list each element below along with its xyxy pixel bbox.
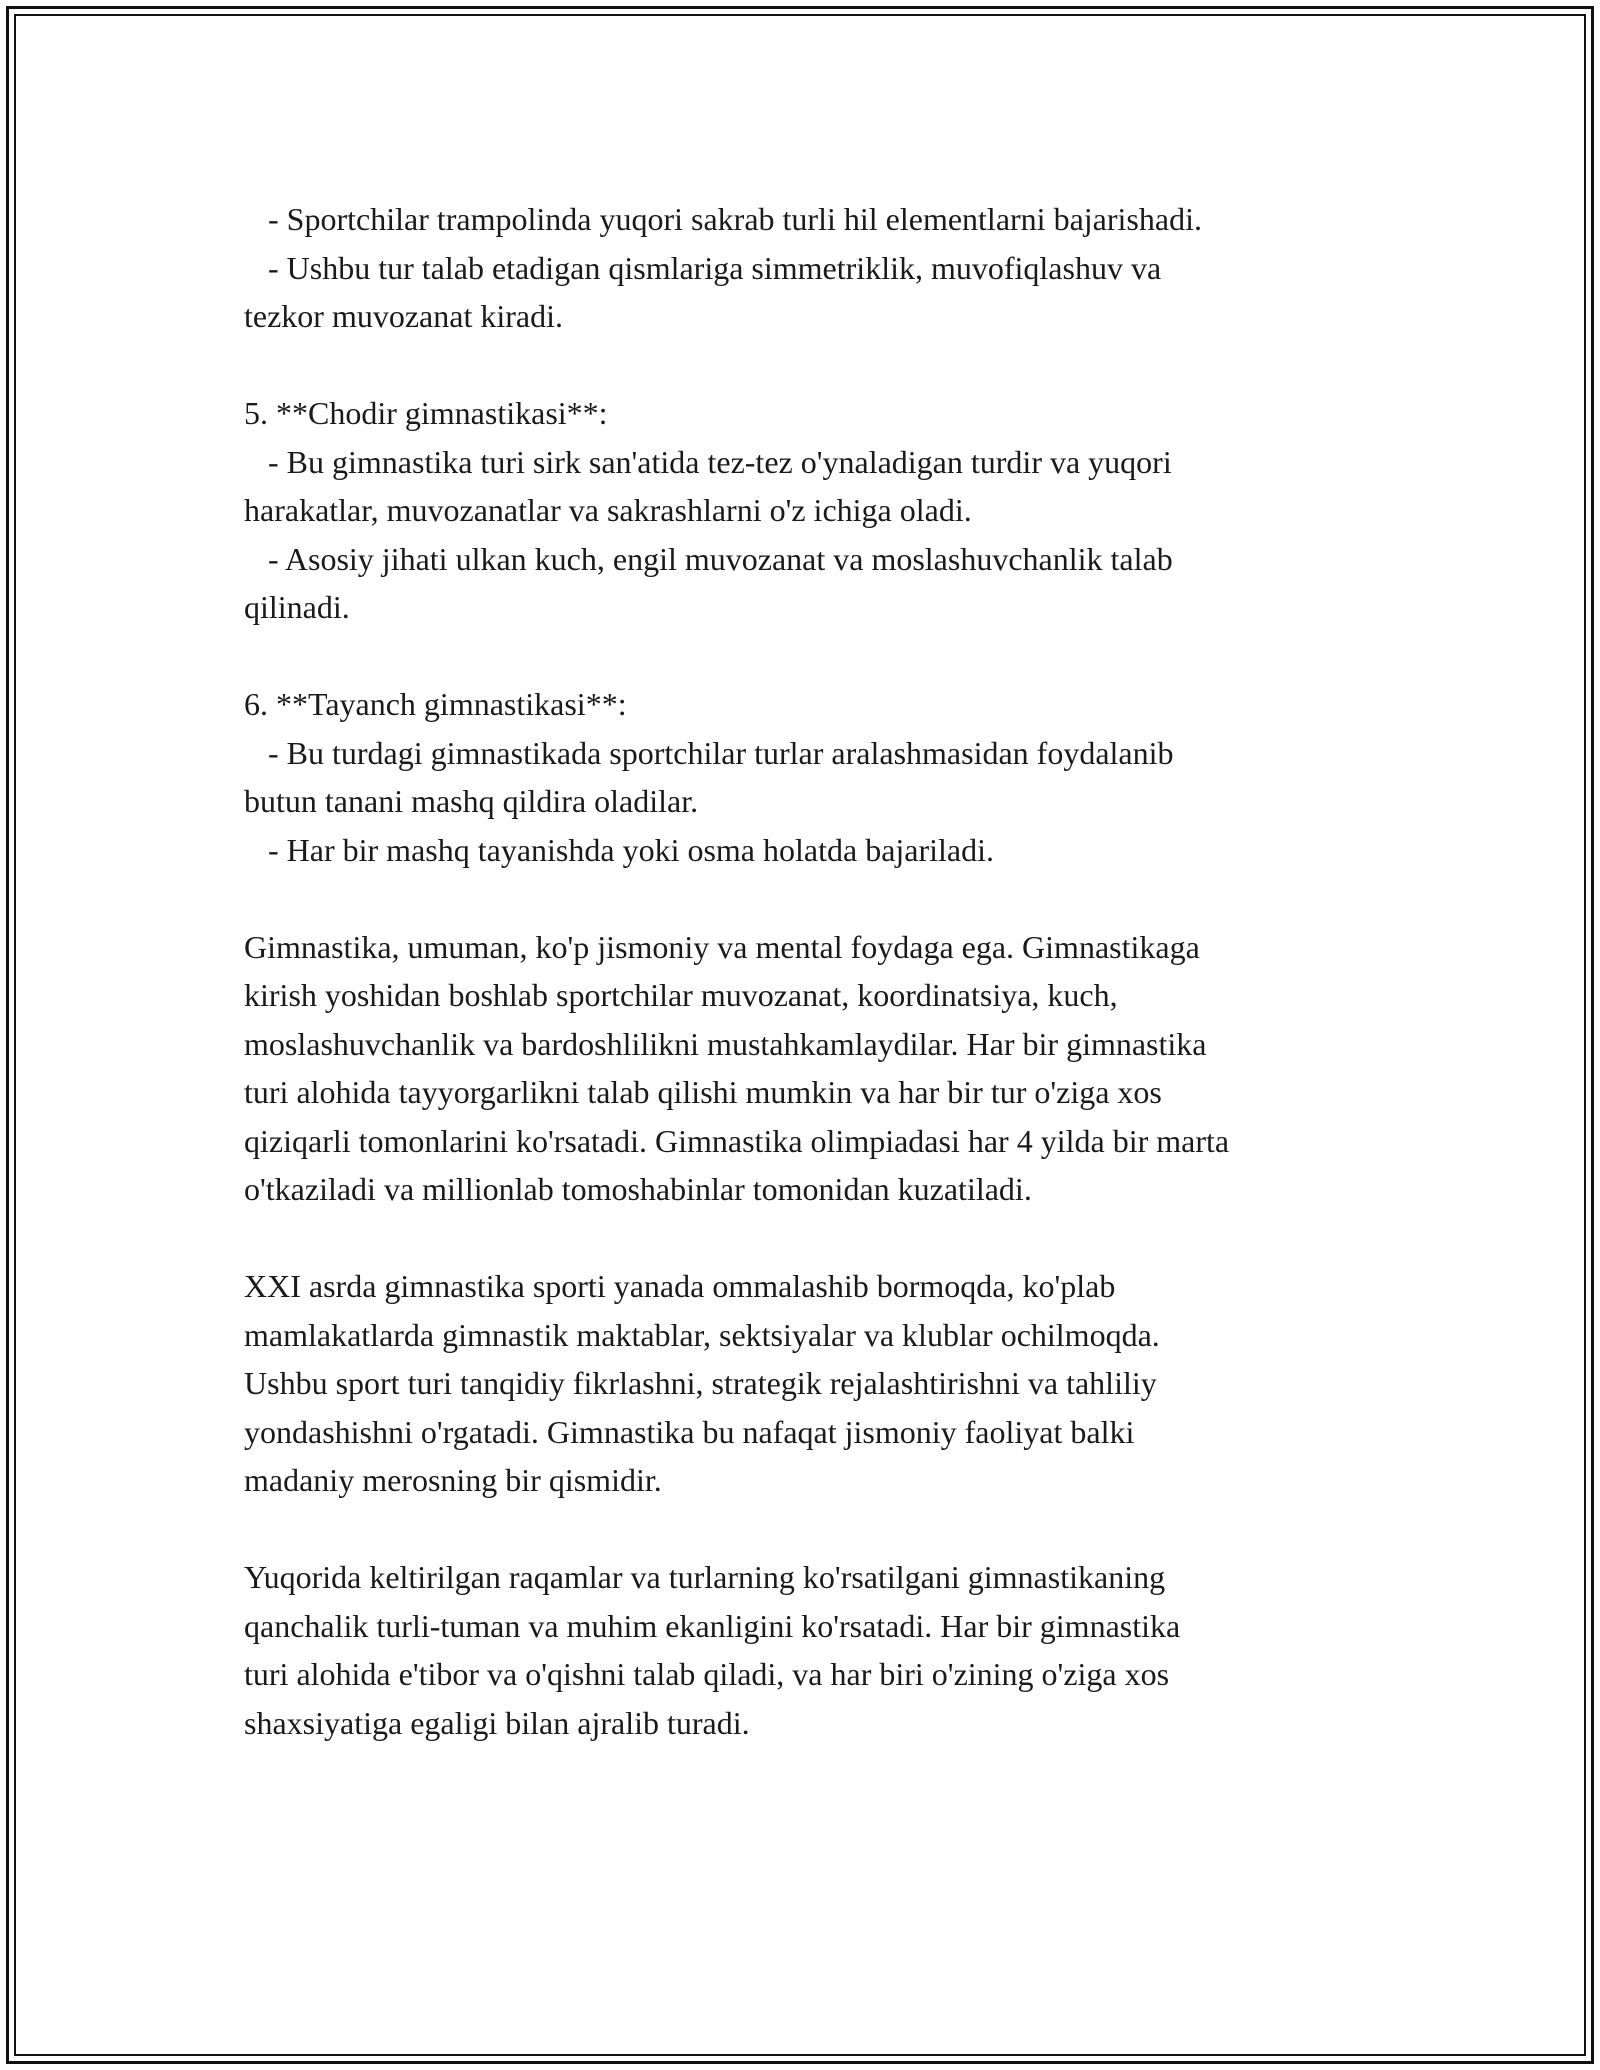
text-line: shaxsiyatiga egaligi bilan ajralib turadi. xyxy=(244,1704,750,1741)
section-heading: 5. **Chodir gimnastikasi**: xyxy=(244,395,608,431)
section-5-block xyxy=(244,389,1404,632)
paragraph-gap xyxy=(244,1505,1404,1554)
paragraph-gap xyxy=(244,1214,1404,1263)
text-line: - Har bir mashq tayanishda yoki osma holatda bajariladi. xyxy=(244,831,995,868)
xxi-century-paragraph xyxy=(244,1262,1404,1505)
benefits-paragraph xyxy=(244,923,1404,1214)
section-6-block xyxy=(244,680,1404,874)
text-line: - Bu turdagi gimnastikada sportchilar turlar aralashmasidan foydalanib xyxy=(244,734,1174,771)
text-line: yondashishni o'rgatadi. Gimnastika bu nafaqat jismoniy faoliyat balki xyxy=(244,1413,1135,1450)
paragraph-gap xyxy=(244,874,1404,923)
document-body xyxy=(244,195,1404,1747)
text-line: - Asosiy jihati ulkan kuch, engil muvozanat va moslashuvchanlik talab xyxy=(244,540,1173,577)
paragraph-gap xyxy=(244,632,1404,681)
text-line: - Ushbu tur talab etadigan qismlariga simmetriklik, muvofiqlashuv va xyxy=(244,249,1162,286)
text-line: qiziqarli tomonlarini ko'rsatadi. Gimnastika olimpiadasi har 4 yilda bir marta xyxy=(244,1122,1230,1159)
text-line: Ushbu sport turi tanqidiy fikrlashni, strategik rejalashtirishni va tahliliy xyxy=(244,1365,1157,1401)
text-line: turi alohida tayyorgarlikni talab qilishi mumkin va har bir tur o'ziga xos xyxy=(244,1074,1162,1110)
text-line: - Sportchilar trampolinda yuqori sakrab turli hil elementlarni bajarishadi. xyxy=(244,201,1202,237)
page-frame xyxy=(6,6,1594,2064)
text-line: turi alohida e'tibor va o'qishni talab qiladi, va har biri o'zining o'ziga xos xyxy=(244,1656,1170,1692)
text-line: tezkor muvozanat kiradi. xyxy=(244,298,563,334)
text-line: - Bu gimnastika turi sirk san'atida tez-tez o'ynaladigan turdir va yuqori xyxy=(244,443,1172,480)
text-line: mamlakatlarda gimnastik maktablar, sektsiyalar va klublar ochilmoqda. xyxy=(244,1316,1160,1353)
text-line: qilinadi. xyxy=(244,589,350,625)
text-line: Gimnastika, umuman, ko'p jismoniy va mental foydaga ega. Gimnastikaga xyxy=(244,928,1200,965)
text-line: madaniy merosning bir qismidir. xyxy=(244,1462,662,1498)
text-line: harakatlar, muvozanatlar va sakrashlarni o'z ichiga oladi. xyxy=(244,492,972,528)
text-line: Yuqorida keltirilgan raqamlar va turlarning ko'rsatilgani gimnastikaning xyxy=(244,1559,1166,1595)
text-line: moslashuvchanlik va bardoshlilikni mustahkamlaydilar. Har bir gimnastika xyxy=(244,1025,1207,1062)
section-heading: 6. **Tayanch gimnastikasi**: xyxy=(244,686,627,722)
paragraph-gap xyxy=(244,341,1404,390)
text-line: kirish yoshidan boshlab sportchilar muvozanat, koordinatsiya, kuch, xyxy=(244,977,1118,1013)
text-line: XXI asrda gimnastika sporti yanada ommalashib bormoqda, ko'plab xyxy=(244,1268,1116,1304)
text-line: o'tkaziladi va millionlab tomoshabinlar tomonidan kuzatiladi. xyxy=(244,1171,1032,1207)
conclusion-paragraph xyxy=(244,1553,1404,1747)
text-line: butun tanani mashq qildira oladilar. xyxy=(244,783,699,819)
text-line: qanchalik turli-tuman va muhim ekanligini ko'rsatadi. Har bir gimnastika xyxy=(244,1607,1181,1644)
trampoline-bullets-block xyxy=(244,195,1404,341)
